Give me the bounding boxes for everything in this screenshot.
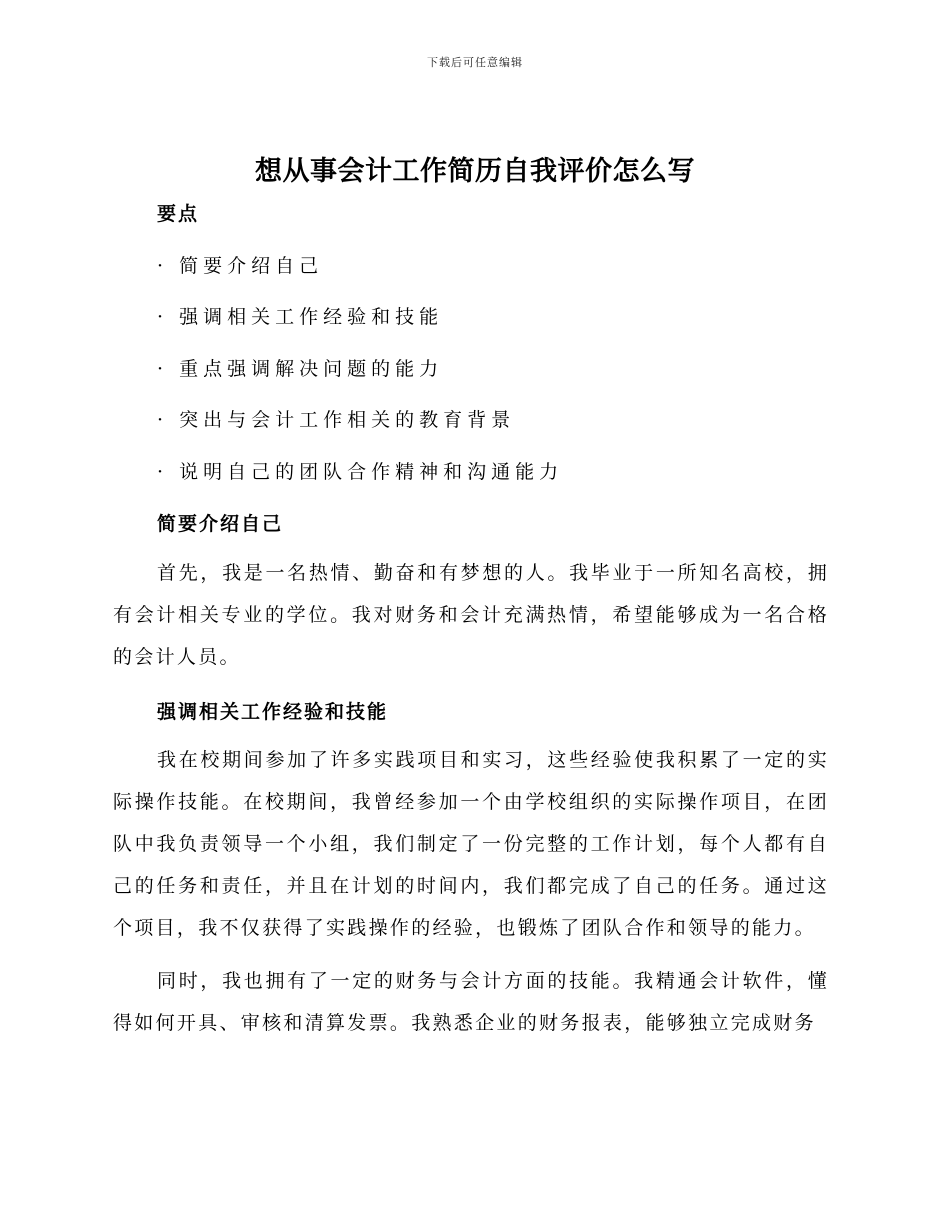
- key-point-item: · 突出与会计工作相关的教育背景: [157, 409, 516, 431]
- key-point-item: · 说明自己的团队合作精神和沟通能力: [157, 461, 564, 483]
- intro-heading: 简要介绍自己: [157, 513, 284, 535]
- key-point-item: · 强调相关工作经验和技能: [157, 306, 444, 328]
- key-point-item: · 简要介绍自己: [157, 255, 324, 277]
- intro-paragraph: 首先，我是一名热情、勤奋和有梦想的人。我毕业于一所知名高校，拥有会计相关专业的学位。我对财务和会计充满热情，希望能够成为一名合格的会计人员。: [113, 562, 829, 668]
- page-title: 想从事会计工作简历自我评价怎么写: [255, 156, 695, 187]
- header-note: 下载后可任意编辑: [427, 56, 523, 69]
- experience-heading: 强调相关工作经验和技能: [157, 701, 389, 723]
- key-point-item: · 重点强调解决问题的能力: [157, 358, 444, 380]
- experience-paragraph-1: 我在校期间参加了许多实践项目和实习，这些经验使我积累了一定的实际操作技能。在校期间，我曾经参加一个由学校组织的实际操作项目，在团队中我负责领导一个小组，我们制定了一份完整的工作计划，每个人都有自己的任务和责任，并且在计划的时间内，我们都完成了自己的任务。通过这个项目，我不仅获得了实践操作的经验，也锻炼了团队合作和领导的能力。: [113, 749, 829, 939]
- key-points-heading: 要点: [157, 203, 200, 225]
- experience-paragraph-2: 同时，我也拥有了一定的财务与会计方面的技能。我精通会计软件，懂得如何开具、审核和清算发票。我熟悉企业的财务报表，能够独立完成财务: [113, 970, 829, 1034]
